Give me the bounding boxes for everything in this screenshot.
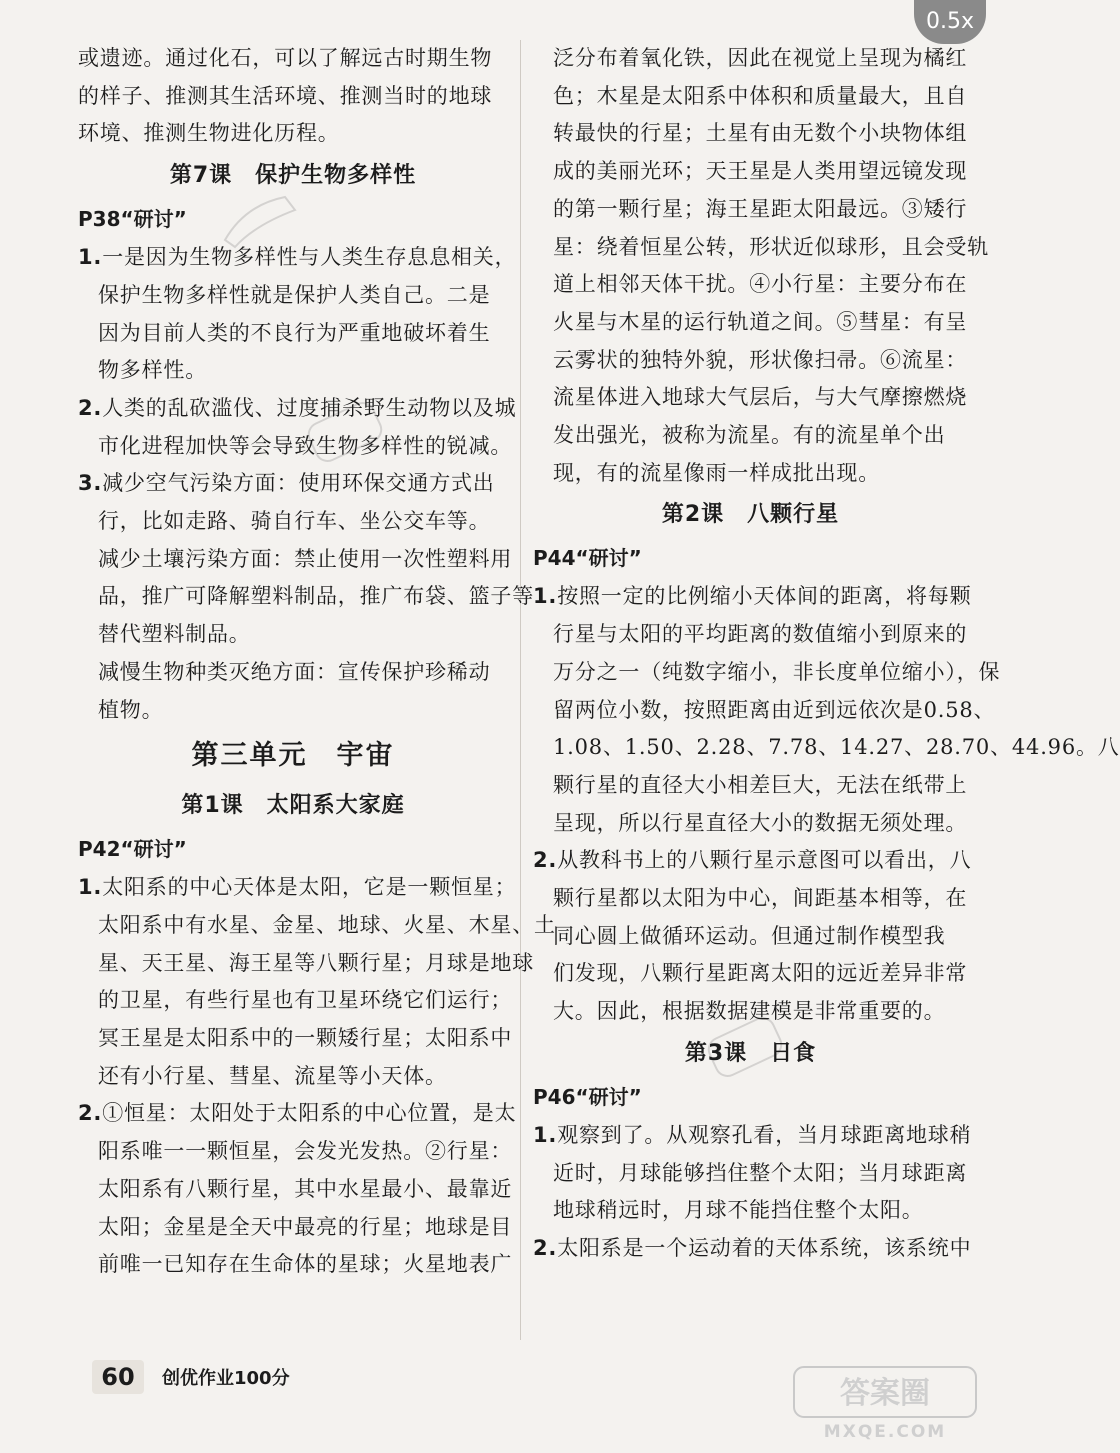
answer-line: 的卫星，有些行星也有卫星环绕它们运行； [98,988,513,1013]
answer-line [78,390,517,428]
answer-line: 近时，月球能够挡住整个太阳；当月球距离 [553,1160,968,1185]
answer-line: 太阳系中有水星、金星、地球、火星、木星、土 [98,912,556,937]
answer-text: 人类的乱砍滥伐、过度捕杀野生动物以及城 [102,395,517,420]
text-line: 的样子、推测其生活环境、推测当时的地球 [78,83,493,108]
answer-text: 太阳系是一个运动着的天体系统，该系统中 [557,1235,972,1260]
unit-heading: 第三单元 宇宙 [191,740,395,772]
answer-line: 地球稍远时，月球不能挡住整个太阳。 [553,1198,924,1223]
answer-line: 星：绕着恒星公转，形状近似球形，且会受轨 [553,234,989,259]
answer-text: 一是因为生物多样性与人类生存息息相关， [102,245,517,270]
answer-line: 云雾状的独特外貌，形状像扫帚。⑥流星： [553,347,968,372]
logo-url: MXQE.COM [823,1422,947,1442]
answer-line: 还有小行星、彗星、流星等小天体。 [98,1063,447,1088]
question-number: 1. [533,584,558,609]
answer-text: ①恒星：太阳处于太阳系的中心位置，是太 [102,1101,517,1126]
question-number: 2. [78,395,103,420]
answer-line: 1.08、1.50、2.28、7.78、14.27、28.70、44.96。八 [553,735,1120,760]
answer-line: 留两位小数，按照距离由近到远依次是0.58、 [553,697,996,722]
discussion-label: P38“研讨” [78,207,187,232]
answer-line: 太阳；金星是全天中最亮的行星；地球是目 [98,1214,513,1239]
answer-line: 行星与太阳的平均距离的数值缩小到原来的 [553,622,968,647]
answer-line: 减慢生物种类灭绝方面：宣传保护珍稀动 [98,659,491,684]
answer-line: 现，有的流星像雨一样成批出现。 [553,460,880,485]
discussion-label: P44“研讨” [533,546,642,571]
answer-line [533,842,972,880]
site-logo [790,1363,980,1443]
answer-line: 大。因此，根据数据建模是非常重要的。 [553,999,946,1024]
answer-line: 火星与木星的运行轨道之间。⑤彗星：有呈 [553,309,968,334]
question-number: 1. [78,245,103,270]
answer-line: 成的美丽光环；天王星是人类用望远镜发现 [553,159,968,184]
answer-line: 星、天王星、海王星等八颗行星；月球是地球 [98,950,534,975]
answer-line: 们发现，八颗行星距离太阳的远近差异非常 [553,961,968,986]
question-number: 1. [533,1122,558,1147]
answer-line [78,465,508,503]
answer-line: 同心圆上做循环运动。但通过制作模型我 [553,923,946,948]
answer-line: 颗行星的直径大小相差巨大，无法在纸带上 [553,772,968,797]
answer-line: 因为目前人类的不良行为严重地破坏着生 [98,320,491,345]
answer-line: 色；木星是太阳系中体积和质量最大，且自 [553,83,968,108]
answer-line: 植物。 [98,697,164,722]
answer-line: 物多样性。 [98,358,207,383]
answer-line [78,869,517,907]
page-number: 60 [92,1360,144,1394]
answer-line: 冥王星是太阳系中的一颗矮行星；太阳系中 [98,1026,513,1051]
playback-speed-badge[interactable]: 0.5x [914,0,986,44]
question-number: 2. [533,1235,558,1260]
lesson-heading: 第1课 太阳系大家庭 [181,793,405,819]
column-divider [520,40,521,1340]
discussion-label: P42“研讨” [78,837,187,862]
answer-line: 品，推广可降解塑料制品，推广布袋、篮子等 [98,584,534,609]
text-line: 环境、推测生物进化历程。 [78,121,340,146]
answer-line: 市化进程加快等会导致生物多样性的锐减。 [98,433,513,458]
book-title: 创优作业100分 [162,1368,290,1389]
answer-line: 前唯一已知存在生命体的星球；火星地表广 [98,1252,513,1277]
answer-line: 道上相邻天体干扰。④小行星：主要分布在 [553,272,968,297]
right-column [533,40,1120,1268]
answer-line: 万分之一（纯数字缩小，非长度单位缩小），保 [553,659,1001,684]
answer-line [533,1230,972,1268]
answer-line [78,1095,517,1133]
answer-text: 按照一定的比例缩小天体间的距离，将每颗 [557,584,972,609]
lesson-heading: 第7课 保护生物多样性 [169,163,417,189]
answer-line: 流星体进入地球大气层后，与大气摩擦燃烧 [553,385,968,410]
answer-text: 减少空气污染方面：使用环保交通方式出 [102,471,495,496]
answer-line: 行，比如走路、骑自行车、坐公交车等。 [98,509,491,534]
discussion-label: P46“研讨” [533,1084,642,1109]
answer-line: 发出强光，被称为流星。有的流星单个出 [553,423,946,448]
answer-text: 观察到了。从观察孔看，当月球距离地球稍 [557,1122,972,1147]
question-number: 2. [78,1101,103,1126]
answer-line: 转最快的行星；土星有由无数个小块物体组 [553,121,968,146]
lesson-heading: 第2课 八颗行星 [661,502,840,528]
question-number: 3. [78,471,103,496]
answer-line: 泛分布着氧化铁，因此在视觉上呈现为橘红 [553,46,968,70]
answer-line: 颗行星都以太阳为中心，间距基本相等，在 [553,886,968,911]
left-column [78,40,556,1284]
answer-line: 的第一颗行星；海王星距太阳最远。③矮行 [553,196,968,221]
logo-text: 答案圈 [840,1376,930,1411]
text-line: 或遗迹。通过化石，可以了解远古时期生物 [78,46,493,70]
question-number: 2. [533,848,558,873]
answer-text: 从教科书上的八颗行星示意图可以看出，八 [557,848,972,873]
answer-line: 阳系唯一一颗恒星，会发光发热。②行星： [98,1139,513,1164]
answer-line [533,1117,972,1155]
answer-line: 替代塑料制品。 [98,622,251,647]
lesson-heading: 第3课 日食 [684,1040,817,1066]
answer-line: 呈现，所以行星直径大小的数据无须处理。 [553,810,968,835]
answer-line: 减少土壤污染方面：禁止使用一次性塑料用 [98,546,513,571]
answer-line: 保护生物多样性就是保护人类自己。二是 [98,282,491,307]
answer-line [78,239,517,277]
question-number: 1. [78,875,103,900]
answer-line: 太阳系有八颗行星，其中水星最小、最靠近 [98,1176,513,1201]
answer-line [533,578,972,616]
answer-text: 太阳系的中心天体是太阳，它是一颗恒星； [102,875,517,900]
